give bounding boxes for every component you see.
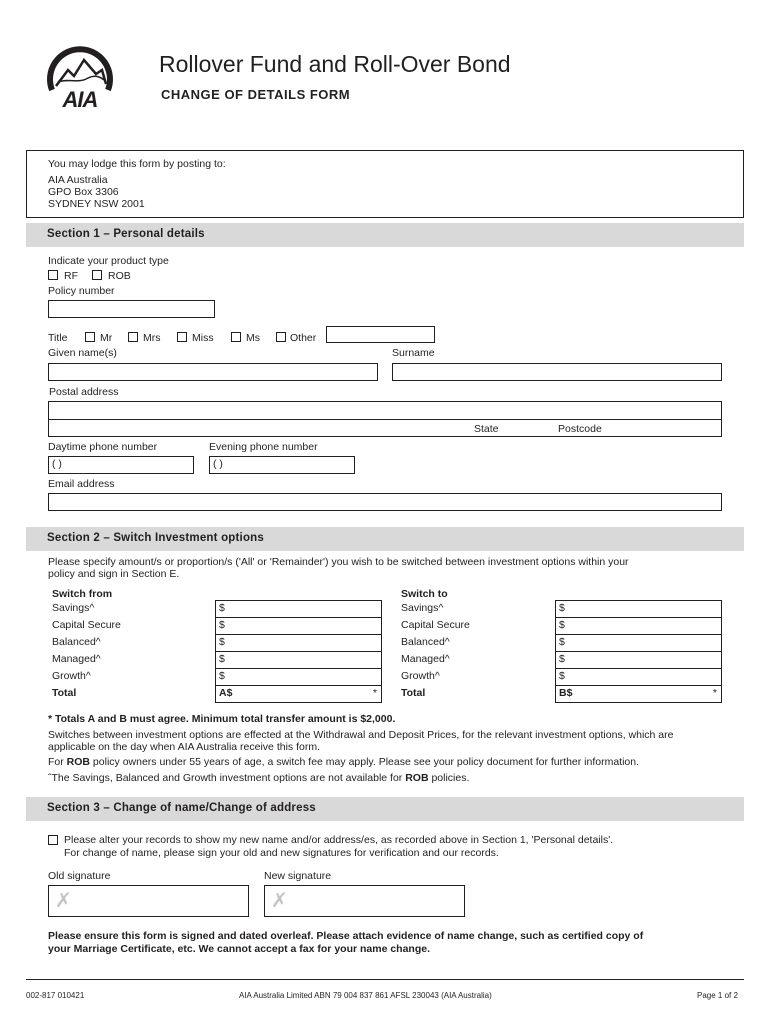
title-other-field[interactable] [326, 326, 435, 343]
to-amount-field[interactable] [555, 617, 722, 635]
rf-label: RF [64, 270, 78, 282]
lodge-intro: You may lodge this form by posting to: [48, 158, 226, 170]
postcode-label: Postcode [558, 423, 602, 435]
from-option-label: Balanced^ [52, 636, 101, 648]
to-total-field[interactable] [555, 685, 722, 703]
from-amount-field[interactable] [215, 634, 382, 652]
evening-phone-label: Evening phone number [209, 441, 318, 453]
signature-warning-line-2: your Marriage Certificate, etc. We cannot accept a fax for your name change. [48, 943, 431, 955]
state-label: State [474, 423, 499, 435]
title-mr-label: Mr [100, 332, 113, 344]
section-2-title: Section 2 – Switch Investment options [47, 532, 264, 544]
alter-records-line-1: Please alter your records to show my new name and/or address/es, as recorded above in Section 1, 'Personal details'. [64, 834, 614, 846]
title-other-checkbox[interactable] [276, 332, 286, 342]
availability-post: policies. [428, 772, 470, 784]
given-names-field[interactable] [48, 363, 378, 381]
rob-label: ROB [108, 270, 131, 282]
to-amount-field[interactable] [555, 651, 722, 669]
policy-number-label: Policy number [48, 285, 115, 297]
dollar-sign: $ [559, 670, 565, 682]
totals-note: * Totals A and B must agree. Minimum total transfer amount is $2,000. [48, 713, 396, 725]
from-option-label: Savings^ [52, 602, 95, 614]
from-option-label: Managed^ [52, 653, 101, 665]
title-mrs-checkbox[interactable] [128, 332, 138, 342]
from-total-field[interactable] [215, 685, 382, 703]
footer-rule [26, 979, 744, 980]
from-amount-field[interactable] [215, 617, 382, 635]
surname-field[interactable] [392, 363, 722, 381]
section-1-title: Section 1 – Personal details [47, 228, 205, 240]
alter-records-checkbox[interactable] [48, 835, 58, 845]
title-mrs-label: Mrs [143, 332, 161, 344]
evening-phone-prefix: ( ) [213, 458, 223, 470]
form-subtitle: CHANGE OF DETAILS FORM [161, 87, 351, 102]
to-option-label: Growth^ [401, 670, 440, 682]
availability-pre: ˆThe Savings, Balanced and Growth investment options are not available for [48, 772, 406, 784]
switch-to-heading: Switch to [401, 588, 448, 600]
section-3-header [26, 797, 744, 821]
options-availability-note [48, 772, 469, 784]
from-amount-field[interactable] [215, 600, 382, 618]
new-signature-field[interactable] [264, 885, 465, 917]
title-ms-checkbox[interactable] [231, 332, 241, 342]
daytime-phone-field[interactable] [48, 456, 194, 474]
rob-checkbox[interactable] [92, 270, 102, 280]
section-2-intro-line-1: Please specify amount/s or proportion/s ('All' or 'Remainder') you wish to be switched between investment options within your [48, 556, 629, 568]
switch-from-heading: Switch from [52, 588, 113, 600]
title-label: Title [48, 332, 68, 344]
to-option-label: Balanced^ [401, 636, 450, 648]
title-other-label: Other [290, 332, 317, 344]
title-ms-label: Ms [246, 332, 260, 344]
dollar-sign: $ [559, 619, 565, 631]
dollar-sign: $ [219, 619, 225, 631]
postal-address-label: Postal address [49, 386, 119, 398]
total-a-label: A$ [219, 687, 233, 699]
footer-code: 002-817 010421 [26, 991, 85, 1000]
dollar-sign: $ [219, 670, 225, 682]
dollar-sign: $ [559, 636, 565, 648]
dollar-sign: $ [559, 602, 565, 614]
to-amount-field[interactable] [555, 668, 722, 686]
dollar-sign: $ [219, 602, 225, 614]
page-title: Rollover Fund and Roll-Over Bond [159, 51, 511, 77]
to-total-label: Total [401, 687, 426, 699]
title-miss-checkbox[interactable] [177, 332, 187, 342]
dollar-sign: $ [219, 653, 225, 665]
new-signature-label: New signature [264, 870, 332, 882]
to-option-label: Capital Secure [401, 619, 470, 631]
dollar-sign: $ [559, 653, 565, 665]
section-1-header [26, 223, 744, 247]
switch-pricing-line-2: applicable on the day when AIA Australia receive this form. [48, 741, 320, 753]
switch-fee-post: policy owners under 55 years of age, a switch fee may apply. Please see your policy document for further information. [90, 756, 640, 768]
total-b-label: B$ [559, 687, 573, 699]
total-a-star: * [372, 687, 377, 699]
old-signature-label: Old signature [48, 870, 111, 882]
from-amount-field[interactable] [215, 651, 382, 669]
lodge-line-1: AIA Australia [48, 174, 108, 186]
aia-logo [44, 40, 116, 112]
from-amount-field[interactable] [215, 668, 382, 686]
title-miss-label: Miss [192, 332, 214, 344]
total-b-star: * [712, 687, 717, 699]
section-2-header [26, 527, 744, 551]
footer-page: Page 1 of 2 [697, 991, 738, 1000]
from-total-label: Total [52, 687, 77, 699]
surname-label: Surname [392, 347, 435, 359]
email-label: Email address [48, 478, 115, 490]
to-amount-field[interactable] [555, 600, 722, 618]
email-field[interactable] [48, 493, 722, 511]
from-option-label: Capital Secure [52, 619, 121, 631]
section-3-title: Section 3 – Change of name/Change of address [47, 802, 316, 814]
signature-warning-line-1: Please ensure this form is signed and dated overleaf. Please attach evidence of name change, such as certified copy of [48, 930, 644, 942]
daytime-phone-prefix: ( ) [52, 458, 62, 470]
switch-fee-rob: ROB [66, 756, 91, 768]
signature-mark: ✗ [55, 890, 72, 912]
switch-pricing-line-1: Switches between investment options are effected at the Withdrawal and Deposit Prices, for the relevant investment options, which are [48, 729, 674, 741]
signature-mark: ✗ [271, 890, 288, 912]
rf-checkbox[interactable] [48, 270, 58, 280]
footer-company: AIA Australia Limited ABN 79 004 837 861 AFSL 230043 (AIA Australia) [239, 991, 492, 1000]
lodge-line-3: SYDNEY NSW 2001 [48, 198, 145, 210]
aia-logo-text: AIA [62, 87, 98, 112]
dollar-sign: $ [219, 636, 225, 648]
alter-records-line-2: For change of name, please sign your old and new signatures for verification and our records. [64, 847, 499, 859]
to-option-label: Managed^ [401, 653, 450, 665]
switch-fee-pre: For [48, 756, 67, 768]
title-mr-checkbox[interactable] [85, 332, 95, 342]
availability-rob: ROB [405, 772, 429, 784]
daytime-phone-label: Daytime phone number [48, 441, 158, 453]
switch-fee-note [48, 756, 639, 768]
given-names-label: Given name(s) [48, 347, 117, 359]
lodge-line-2: GPO Box 3306 [48, 186, 119, 198]
section-2-intro-line-2: policy and sign in Section E. [48, 568, 180, 580]
to-amount-field[interactable] [555, 634, 722, 652]
product-type-label: Indicate your product type [48, 255, 169, 267]
evening-phone-field[interactable] [209, 456, 355, 474]
policy-number-field[interactable] [48, 300, 215, 318]
to-option-label: Savings^ [401, 602, 444, 614]
from-option-label: Growth^ [52, 670, 91, 682]
postal-address-divider [48, 419, 722, 420]
old-signature-field[interactable] [48, 885, 249, 917]
